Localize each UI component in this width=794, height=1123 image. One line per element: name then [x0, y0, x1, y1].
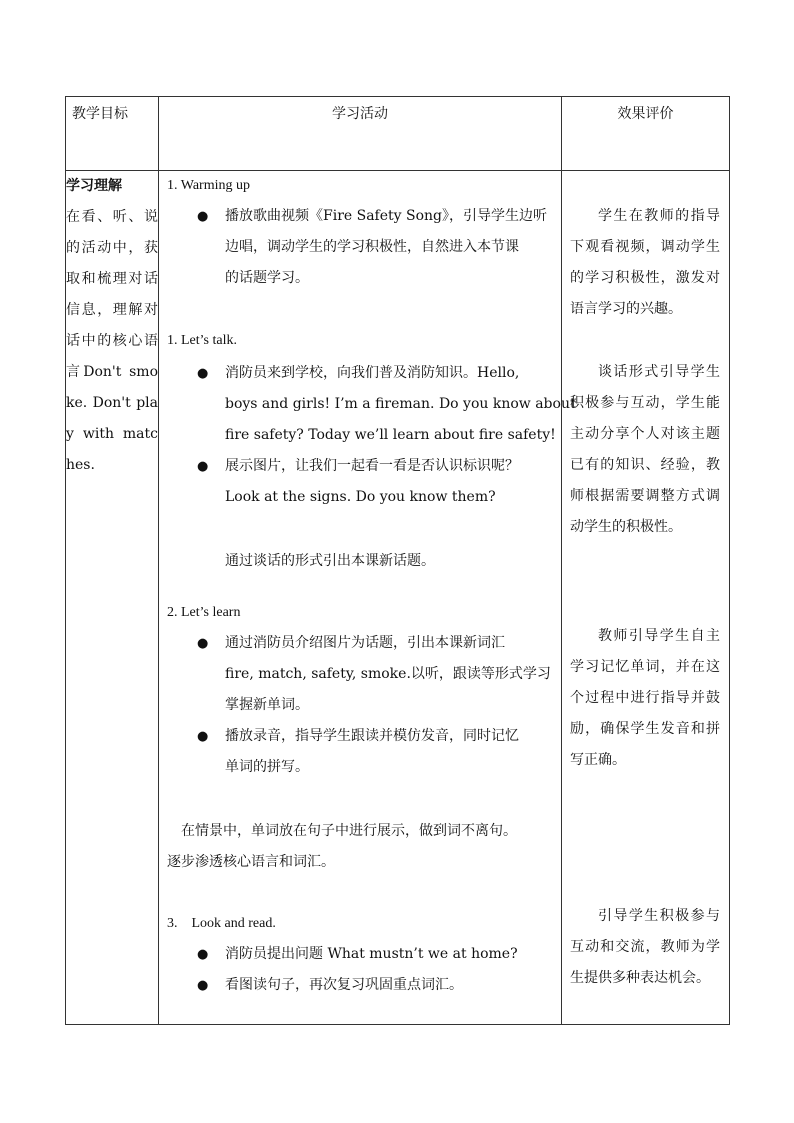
bullet-icon: ● [197, 729, 209, 744]
text-line: 消防员来到学校，向我们普及消防知识。Hello, [225, 365, 520, 381]
list-item [197, 451, 547, 513]
text-line: 播放录音，指导学生跟读并模仿发音，同时记忆 [225, 728, 519, 744]
evaluation-text-3: 教师引导学生自主学习记忆单词，并在这个过程中进行指导并鼓励，确保学生发音和拼写正确。 [570, 628, 720, 768]
text-line: 边唱，调动学生的学习积极性，自然进入本节课 [225, 239, 519, 255]
activity-note: 通过谈话的形式引出本课新话题。 [225, 553, 435, 569]
activity-paragraph [167, 816, 555, 878]
section-warming-up-title: 1. Warming up [167, 178, 250, 193]
text-line: 消防员提出问题 What mustn’t we at home? [225, 946, 518, 962]
text-line: boys and girls! I’m a fireman. Do you know about [225, 396, 576, 412]
table-header-row [66, 97, 730, 171]
bullet-icon: ● [197, 978, 209, 993]
lesson-plan-table [65, 96, 730, 1025]
goal-text: 在看、听、说的活动中，获取和梳理对话信息，理解对话中的核心语言Don't smoke. Don't play with matches. [66, 209, 158, 473]
header-activity: 学习活动 [159, 97, 562, 171]
text-line: 逐步渗透核心语言和词汇。 [167, 854, 335, 870]
section-lets-talk-title: 1. Let’s talk. [167, 333, 237, 348]
text-line: fire, match, safety, smoke.以听，跟读等形式学习 [225, 666, 551, 682]
goal-title: 学习理解 [66, 178, 122, 194]
section-lets-learn-title: 2. Let’s learn [167, 605, 241, 620]
evaluation-text-2: 谈话形式引导学生积极参与互动，学生能主动分享个人对该主题已有的知识、经验，教师根据需要调整方式调动学生的积极性。 [570, 364, 720, 535]
text-line: 通过消防员介绍图片为话题，引出本课新词汇 [225, 635, 505, 651]
text-line: 看图读句子，再次复习巩固重点词汇。 [225, 977, 463, 993]
list-item [197, 939, 547, 970]
text-line: 在情景中，单词放在句子中进行展示，做到词不离句。 [181, 823, 517, 839]
bullet-icon: ● [197, 459, 209, 474]
evaluation-text-4: 引导学生积极参与互动和交流，教师为学生提供多种表达机会。 [570, 908, 720, 986]
text-line: Look at the signs. Do you know them? [225, 489, 496, 505]
bullet-icon: ● [197, 366, 209, 381]
header-evaluation: 效果评价 [562, 97, 730, 171]
header-goal: 教学目标 [66, 97, 159, 171]
evaluation-text-1: 学生在教师的指导下观看视频，调动学生的学习积极性，激发对语言学习的兴趣。 [570, 208, 720, 317]
goal-cell [66, 171, 159, 1025]
bullet-icon: ● [197, 947, 209, 962]
list-item [197, 970, 547, 1001]
table-body-row [66, 171, 730, 1025]
text-line: 播放歌曲视频《Fire Safety Song》，引导学生边听 [225, 208, 548, 224]
bullet-icon: ● [197, 636, 209, 651]
section-look-read-title: 3. Look and read. [167, 916, 276, 931]
list-item [197, 358, 576, 451]
list-item [197, 201, 547, 294]
text-line: 单词的拼写。 [225, 759, 309, 775]
text-line: 掌握新单词。 [225, 697, 309, 713]
list-item [197, 628, 551, 721]
text-line: fire safety? Today we’ll learn about fire safety! [225, 427, 556, 443]
bullet-icon: ● [197, 209, 209, 224]
list-item [197, 721, 547, 783]
text-line: 的话题学习。 [225, 270, 309, 286]
activity-cell [159, 171, 576, 1025]
text-line: 展示图片，让我们一起看一看是否认识标识呢？ [225, 458, 519, 474]
evaluation-cell [562, 171, 730, 1025]
